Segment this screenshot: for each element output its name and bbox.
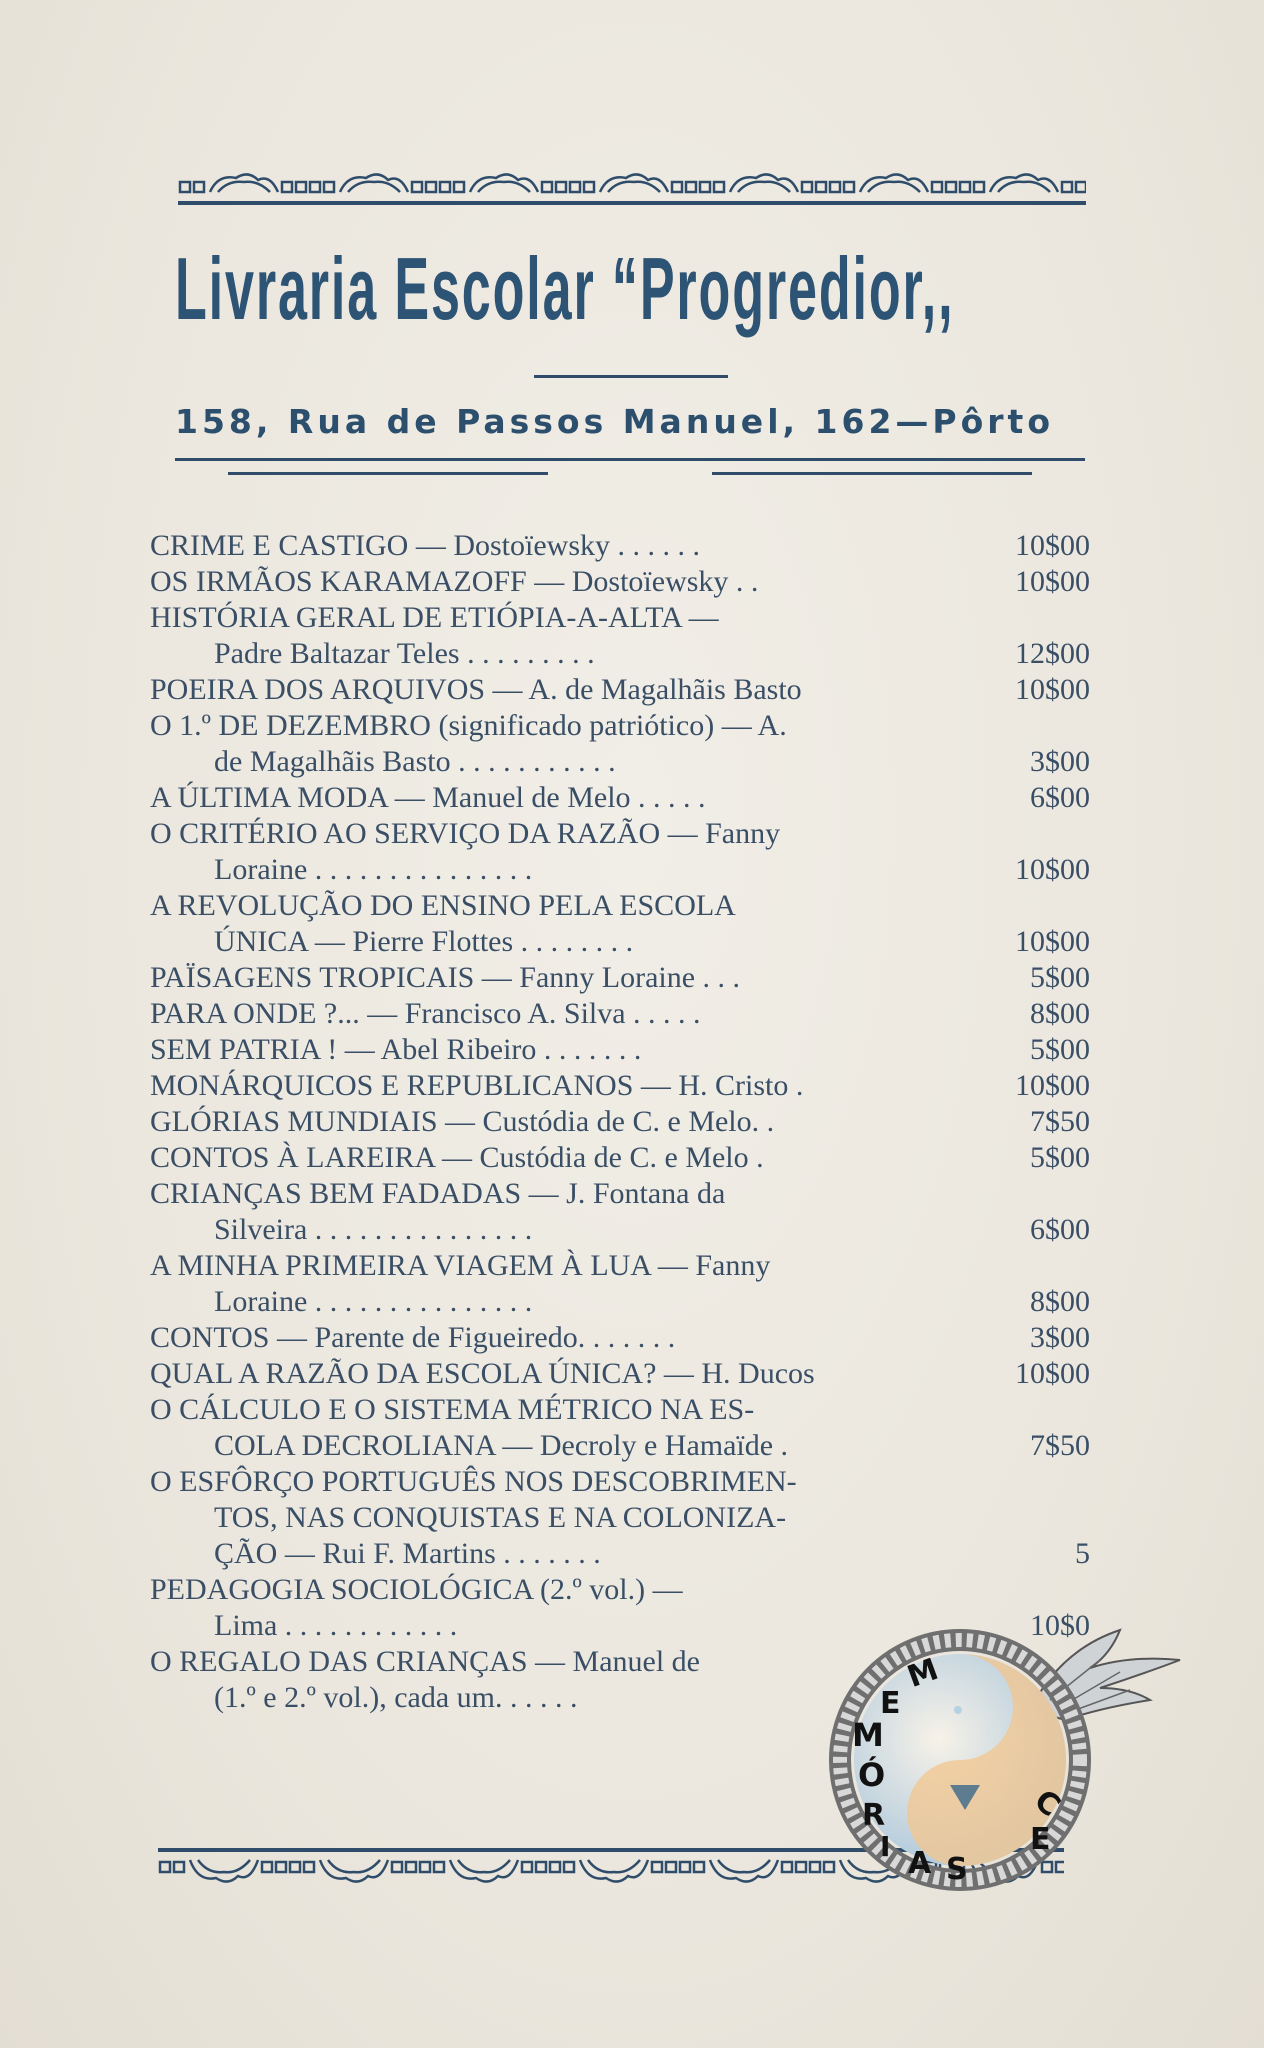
catalog-entry <box>150 1176 1090 1248</box>
catalog-entry <box>150 816 1090 888</box>
entry-title: POEIRA DOS ARQUIVOS — A. de Magalhãis Basto <box>150 673 802 706</box>
entry-title: CRIME E CASTIGO — Dostoïewsky . . . . . . <box>150 529 701 562</box>
stamp-letter: E <box>1030 1822 1051 1857</box>
book-catalog-list <box>150 528 1090 1716</box>
entry-title: A MINHA PRIMEIRA VIAGEM À LUA — Fanny <box>150 1249 771 1282</box>
entry-title: CONTOS — Parente de Figueiredo. . . . . . . <box>150 1321 676 1354</box>
entry-price: 8$00 <box>1030 997 1090 1030</box>
entry-price: 3$00 <box>1030 745 1090 778</box>
catalog-entry <box>150 1032 1090 1068</box>
catalog-entry <box>150 960 1090 996</box>
catalog-entry <box>150 996 1090 1032</box>
bookstore-address: 158, Rua de Passos Manuel, 162—Pôrto <box>175 402 1054 441</box>
bookstore-title-text: Livraria Escolar “Progredior,, <box>175 239 955 338</box>
entry-continuation: Loraine . . . . . . . . . . . . . . . <box>214 853 533 886</box>
catalog-entry <box>150 1068 1090 1104</box>
title-underline <box>534 375 728 378</box>
entry-continuation: TOS, NAS CONQUISTAS E NA COLONIZA- <box>214 1501 787 1534</box>
catalog-entry <box>150 708 1090 780</box>
top-ornament-border <box>178 168 1086 208</box>
catalog-entry <box>150 1464 1090 1572</box>
catalog-entry <box>150 1356 1090 1392</box>
entry-title: SEM PATRIA ! — Abel Ribeiro . . . . . . . <box>150 1033 642 1066</box>
entry-price: 6$00 <box>1030 1213 1090 1246</box>
catalog-entry <box>150 1140 1090 1176</box>
catalog-entry <box>150 1320 1090 1356</box>
entry-continuation: Lima . . . . . . . . . . . . <box>214 1609 458 1642</box>
catalog-entry <box>150 564 1090 600</box>
entry-title: QUAL A RAZÃO DA ESCOLA ÚNICA? — H. Ducos <box>150 1357 815 1390</box>
catalog-entry <box>150 780 1090 816</box>
entry-continuation: ÇÃO — Rui F. Martins . . . . . . . <box>214 1537 601 1570</box>
entry-title: MONÁRQUICOS E REPUBLICANOS — H. Cristo . <box>150 1069 804 1102</box>
entry-price: 10$00 <box>1015 1357 1090 1390</box>
stamp-letter: M <box>852 1716 884 1754</box>
entry-continuation: ÚNICA — Pierre Flottes . . . . . . . . <box>214 925 634 958</box>
entry-price: 7$50 <box>1030 1429 1090 1462</box>
entry-title: A REVOLUÇÃO DO ENSINO PELA ESCOLA <box>150 889 736 922</box>
bookstore-title <box>175 238 1095 348</box>
entry-price: 10$00 <box>1015 853 1090 886</box>
catalog-entry <box>150 672 1090 708</box>
catalog-entry <box>150 888 1090 960</box>
entry-title: CRIANÇAS BEM FADADAS — J. Fontana da <box>150 1177 726 1210</box>
address-underline <box>175 458 1085 461</box>
entry-price: 5$00 <box>1030 1033 1090 1066</box>
entry-continuation: COLA DECROLIANA — Decroly e Hamaïde . <box>214 1429 789 1462</box>
entry-continuation: de Magalhãis Basto . . . . . . . . . . . <box>214 745 616 778</box>
entry-title: PEDAGOGIA SOCIOLÓGICA (2.º vol.) — <box>150 1573 683 1606</box>
entry-continuation: Padre Baltazar Teles . . . . . . . . . <box>214 637 595 670</box>
stamp-letter: R <box>862 1798 886 1833</box>
entry-title: CONTOS À LAREIRA — Custódia de C. e Melo . <box>150 1141 764 1174</box>
entry-price: 5$00 <box>1030 1141 1090 1174</box>
catalog-entry <box>150 1392 1090 1464</box>
entry-title: PARA ONDE ?... — Francisco A. Silva . . . . . <box>150 997 701 1030</box>
entry-price: 5 <box>1075 1537 1090 1570</box>
entry-price: 10$0 <box>1030 1609 1090 1642</box>
entry-price: 7$50 <box>1030 1105 1090 1138</box>
entry-title: O CRITÉRIO AO SERVIÇO DA RAZÃO — Fanny <box>150 817 781 850</box>
stamp-letter: Ó <box>858 1756 886 1794</box>
stamp-letter: E <box>880 1686 901 1721</box>
entry-title: O REGALO DAS CRIANÇAS — Manuel de <box>150 1645 700 1678</box>
entry-price: 10$00 <box>1015 565 1090 598</box>
catalog-entry <box>150 1104 1090 1140</box>
entry-title: OS IRMÃOS KARAMAZOFF — Dostoïewsky . . <box>150 565 759 598</box>
catalog-entry <box>150 528 1090 564</box>
entry-price: 3$00 <box>1030 1321 1090 1354</box>
entry-title: GLÓRIAS MUNDIAIS — Custódia de C. e Melo. . <box>150 1105 775 1138</box>
entry-price: 10$00 <box>1015 925 1090 958</box>
entry-price: 10$00 <box>1015 529 1090 562</box>
entry-continuation: (1.º e 2.º vol.), cada um. . . . . . <box>214 1681 578 1714</box>
entry-title: A ÚLTIMA MODA — Manuel de Melo . . . . . <box>150 781 706 814</box>
entry-title: O 1.º DE DEZEMBRO (significado patriótico) — A. <box>150 709 787 742</box>
entry-price: 10$00 <box>1015 1069 1090 1102</box>
catalog-entry <box>150 600 1090 672</box>
entry-price: 12$00 <box>1015 637 1090 670</box>
entry-price: 5$00 <box>1030 961 1090 994</box>
stamp-letter: C <box>1027 1783 1067 1824</box>
memorias-watermark-logo <box>800 1560 1200 1900</box>
address-underline-left <box>228 472 548 475</box>
entry-title: HISTÓRIA GERAL DE ETIÓPIA-A-ALTA — <box>150 601 719 634</box>
entry-price: 8$00 <box>1030 1285 1090 1318</box>
entry-continuation: Loraine . . . . . . . . . . . . . . . <box>214 1285 533 1318</box>
entry-price: 10$00 <box>1015 673 1090 706</box>
entry-continuation: Silveira . . . . . . . . . . . . . . . <box>214 1213 533 1246</box>
entry-price: 6$00 <box>1030 781 1090 814</box>
entry-title: O CÁLCULO E O SISTEMA MÉTRICO NA ES- <box>150 1393 755 1426</box>
catalog-entry <box>150 1248 1090 1320</box>
stamp-letter: S <box>946 1852 968 1887</box>
stamp-letter: I <box>880 1830 891 1863</box>
entry-title: O ESFÔRÇO PORTUGUÊS NOS DESCOBRIMEN- <box>150 1465 797 1498</box>
stamp-lettering <box>800 1560 1200 1900</box>
entry-title: PAÏSAGENS TROPICAIS — Fanny Loraine . . . <box>150 961 741 994</box>
stamp-letter: A <box>908 1846 932 1881</box>
address-underline-right <box>712 472 1032 475</box>
stamp-letter: M <box>902 1651 943 1696</box>
